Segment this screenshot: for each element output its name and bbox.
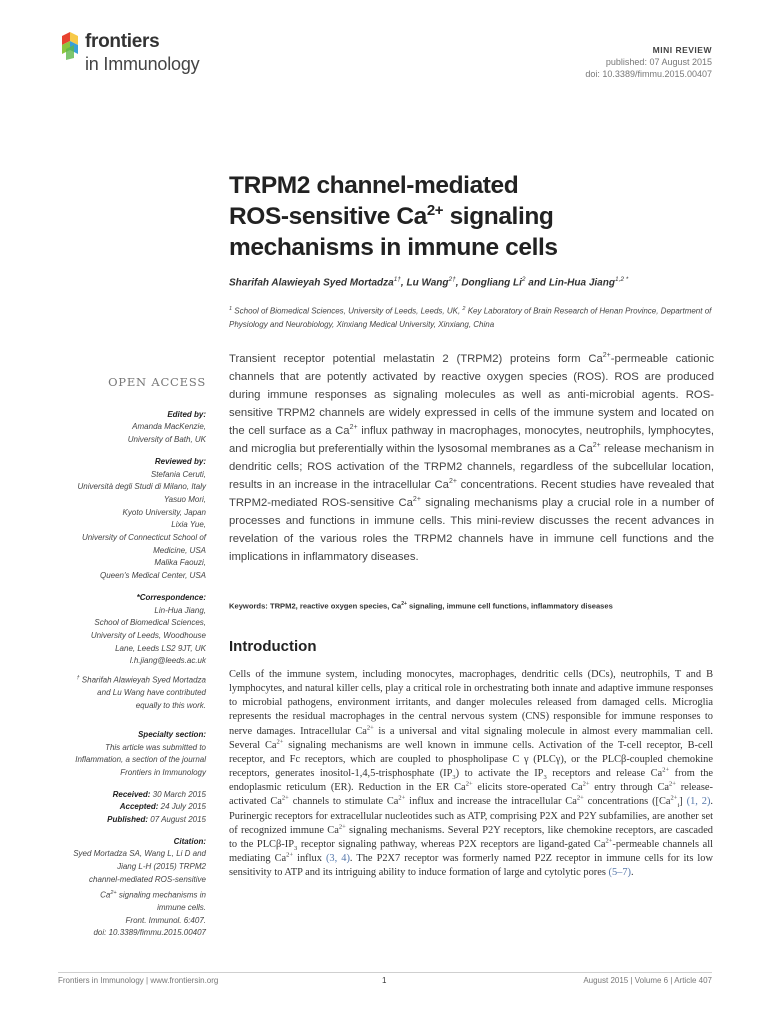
correspondence-line: Lane, Leeds LS2 9JT, UK bbox=[115, 643, 206, 653]
accepted-date bbox=[36, 801, 206, 814]
abstract-text: release mechanism in dendritic cells; ROS activation of the TRPM2 channels, regardless of the subcellular location, results in an increase in the intracellular Ca bbox=[229, 443, 714, 491]
affil-2-number: 2 bbox=[462, 306, 466, 312]
accepted-value: 24 July 2015 bbox=[158, 802, 206, 812]
keywords-label: Keywords: bbox=[229, 601, 270, 611]
body-text: concentrations ([Ca bbox=[583, 796, 671, 808]
body-text: . Purinergic receptors for extracellular nucleotides such as ATP, comprising P2X and P2Y subfamilies, are another set of recognized immune Ca bbox=[229, 796, 714, 836]
ca-superscript: 2+ bbox=[670, 794, 678, 802]
title-line1: TRPM2 channel-mediated bbox=[229, 172, 519, 199]
abstract-text: concentrations. Recent studies have revealed that TRPM2-mediated ROS-sensitive Ca bbox=[229, 479, 714, 509]
title-line2-text: ROS-sensitive Ca bbox=[229, 203, 427, 230]
ca-superscript: 2+ bbox=[281, 794, 289, 802]
body-text: entry through Ca bbox=[589, 782, 670, 794]
ca-superscript: 2+ bbox=[576, 794, 584, 802]
ca-superscript: 2+ bbox=[605, 837, 613, 845]
ca-superscript: 2+ bbox=[448, 478, 457, 486]
body-text: receptors and release Ca bbox=[546, 768, 663, 780]
equal-contribution-note bbox=[36, 672, 206, 687]
published-value: 07 August 2015 bbox=[148, 815, 206, 825]
received-date bbox=[36, 789, 206, 802]
open-access-label: OPEN ACCESS bbox=[108, 375, 206, 389]
ca-superscript: 2+ bbox=[286, 851, 294, 859]
body-text: . bbox=[631, 867, 634, 879]
citation-ca: Ca bbox=[100, 890, 111, 900]
body-text: signaling mechanisms. Several P2Y receptors, like chemokine receptors, are cascaded to the PLCβ-IP bbox=[229, 824, 713, 850]
author-4-affil: 1,2 * bbox=[614, 276, 629, 283]
citation-line bbox=[36, 887, 206, 902]
title-line2-end: signaling bbox=[443, 203, 554, 230]
title-superscript: 2+ bbox=[426, 201, 444, 219]
title-line3: mechanisms in immune cells bbox=[229, 234, 558, 261]
footer-issue-info: August 2015 | Volume 6 | Article 407 bbox=[583, 976, 712, 985]
body-text: elicits store-operated Ca bbox=[472, 782, 583, 794]
citation-link[interactable]: (1, 2) bbox=[686, 796, 711, 808]
subscript: 3 bbox=[293, 844, 298, 852]
ca-superscript: 2+ bbox=[669, 780, 676, 788]
journal-name-line2: in Immunology bbox=[85, 54, 200, 74]
author-1-affil: 1† bbox=[393, 276, 401, 283]
title-line2 bbox=[229, 201, 699, 232]
body-text: release-activated Ca bbox=[229, 782, 713, 808]
affil-2-text: Key Laboratory of Brain Research of Henan Province, Department of Physiology and Neurobiology, Xinxiang Medical University, Xinxiang, China bbox=[229, 306, 712, 329]
citation-rest: signaling mechanisms in bbox=[116, 890, 206, 900]
body-text: influx and increase the intracellular Ca bbox=[405, 796, 577, 808]
ca-superscript: 2+ bbox=[338, 823, 346, 831]
subscript: 3 bbox=[452, 774, 456, 782]
citation-label: Citation: bbox=[173, 836, 206, 846]
edited-by-line: University of Bath, UK bbox=[127, 435, 206, 445]
keywords-text: signaling, immune cell functions, inflammatory diseases bbox=[406, 601, 613, 611]
reviewer-line: Yasuo Mori, bbox=[163, 494, 206, 504]
specialty-line: This article was submitted to bbox=[105, 742, 206, 752]
abstract-text: -permeable cationic channels that are potently activated by reactive oxygen species (ROS). ROS are produced during immune responses as signaling molecules as well as anti-microbial agents. ROS-sensitive TRPM2 channels are widely expressed in cells of the immune system and located on the cell surface as a Ca bbox=[229, 353, 714, 437]
reviewer-line: Medicine, USA bbox=[153, 545, 206, 555]
accepted-label: Accepted: bbox=[119, 802, 159, 812]
published-label: Published: bbox=[107, 815, 149, 825]
dagger-mark: † bbox=[76, 675, 80, 682]
citation-line: channel-mediated ROS-sensitive bbox=[89, 874, 206, 884]
frontiers-logo-icon bbox=[58, 32, 82, 60]
ca-superscript: 2+ bbox=[662, 766, 670, 774]
article-info-sidebar bbox=[36, 376, 206, 940]
footer-divider bbox=[58, 972, 712, 973]
received-value: 30 March 2015 bbox=[150, 789, 206, 799]
correspondence-email[interactable]: l.h.jiang@leeds.ac.uk bbox=[129, 656, 206, 666]
citation-line: Syed Mortadza SA, Wang L, Li D and bbox=[73, 849, 206, 859]
body-text: signaling mechanisms are well known in immune cells. Activation of the T-cell receptor, B-cell receptor, and Fc receptors, which are coupled to phospholipase C γ (PLCγ), or the PLCβ-coupled chemokine receptors, generates inositol-1,4,5-trisphosphate (IP bbox=[229, 739, 713, 780]
citation-line: Front. Immunol. 6:407. bbox=[125, 915, 206, 925]
author-3[interactable]: Dongliang Li bbox=[461, 277, 522, 289]
reviewer-line: Università degli Studi di Milano, Italy bbox=[77, 482, 206, 492]
body-text: ) to activate the IP bbox=[455, 768, 544, 780]
ca-superscript: 2+ bbox=[592, 442, 601, 450]
published-date: published: 07 August 2015 bbox=[605, 57, 712, 67]
correspondence-line: University of Leeds, Woodhouse bbox=[90, 630, 206, 640]
body-text: receptor signaling pathway, whereas P2X receptors are ligand-gated Ca bbox=[297, 838, 606, 850]
introduction-paragraph bbox=[229, 668, 713, 880]
edited-by-line: Amanda MacKenzie, bbox=[132, 422, 206, 432]
citation-link[interactable]: (3, 4) bbox=[325, 853, 350, 865]
body-text: ] bbox=[679, 796, 687, 808]
body-text: . The P2X7 receptor was formerly named P2Z receptor in immune cells for its low sensitivity to ATP and its intriguing ability to induce formation of large and cytolytic pores bbox=[229, 853, 713, 879]
body-text: influx bbox=[293, 853, 326, 865]
body-text: -permeable channels all mediating Ca bbox=[229, 838, 713, 865]
article-type: MINI REVIEW bbox=[652, 45, 712, 55]
affil-1-text: School of Biomedical Sciences, University of Leeds, Leeds, UK, bbox=[232, 306, 463, 316]
subscript: i bbox=[677, 802, 680, 810]
note-line: equally to this work. bbox=[135, 701, 206, 711]
note-line: and Lu Wang have contributed bbox=[97, 688, 206, 698]
correspondence-label: *Correspondence: bbox=[136, 592, 206, 602]
author-4[interactable]: Lin-Hua Jiang bbox=[548, 277, 615, 289]
abstract-text: signaling mechanisms play a crucial role in a number of processes and functions in immune cells. This mini-review discusses the recent advances in revelation of the various roles the TRPM2 channels have in immune cell functions and the implications in inflammatory diseases. bbox=[229, 497, 714, 563]
citation-line: immune cells. bbox=[157, 902, 206, 912]
citation-sup: 2+ bbox=[110, 889, 117, 896]
body-text: channels to stimulate Ca bbox=[288, 796, 399, 808]
affiliations bbox=[229, 303, 719, 331]
article-header bbox=[585, 44, 712, 80]
subscript: 3 bbox=[543, 774, 547, 782]
article-title bbox=[229, 170, 699, 263]
journal-logo bbox=[58, 30, 218, 80]
ca-superscript: 2+ bbox=[412, 496, 421, 504]
citation-doi[interactable]: doi: 10.3389/fimmu.2015.00407 bbox=[93, 928, 206, 938]
citation-line: Jiang L-H (2015) TRPM2 bbox=[117, 862, 206, 872]
doi[interactable]: doi: 10.3389/fimmu.2015.00407 bbox=[585, 69, 712, 79]
specialty-line: Frontiers in Immunology bbox=[120, 767, 206, 777]
body-text: from the endoplasmic reticulum (ER). Reduction in the ER Ca bbox=[229, 768, 714, 794]
body-text: is a universal and vital signaling molecule in almost every mammalian cell. Several Ca bbox=[229, 725, 713, 751]
body-text: Cells of the immune system, including monocytes, macrophages, dendritic cells (DCs), neutrophils, T and B lymphocytes, and natural killer cells, play a critical role in orchestrating both innate and adaptive immune responses to microbial pathogens, environment irritants, and danger molecules released from damaged cells. Microglia represents the residual macrophages in the central nervous system (CNS) responsible for immune responses to nerve damages. Intracellular Ca bbox=[229, 669, 713, 737]
reviewer-line: Kyoto University, Japan bbox=[122, 507, 206, 517]
journal-name-line1: frontiers bbox=[85, 31, 160, 52]
author-3-affil: 2 bbox=[521, 276, 526, 283]
correspondence-line: Lin-Hua Jiang, bbox=[154, 605, 206, 615]
correspondence-line: School of Biomedical Sciences, bbox=[94, 618, 206, 628]
ca-superscript: 2+ bbox=[401, 601, 407, 607]
published-date-sidebar bbox=[36, 814, 206, 827]
reviewed-by-label: Reviewed by: bbox=[154, 456, 206, 466]
author-and: and bbox=[525, 277, 549, 289]
author-2-affil: 2† bbox=[448, 276, 456, 283]
footer-journal-link[interactable]: Frontiers in Immunology | www.frontiersin.org bbox=[58, 976, 219, 985]
reviewer-line: Malika Faouzi, bbox=[154, 558, 206, 568]
specialty-line: Inflammation, a section of the journal bbox=[75, 755, 206, 765]
ca-superscript: 2+ bbox=[465, 780, 473, 788]
specialty-label: Specialty section: bbox=[137, 729, 206, 739]
reviewer-line: University of Connecticut School of bbox=[81, 533, 206, 543]
author-list bbox=[229, 276, 729, 288]
citation-link[interactable]: (5–7) bbox=[608, 867, 632, 879]
abstract-text: Transient receptor potential melastatin 2 (TRPM2) proteins form Ca bbox=[229, 353, 603, 365]
ca-superscript: 2+ bbox=[349, 424, 358, 432]
reviewer-line: Stefania Ceruti, bbox=[150, 469, 206, 479]
keywords bbox=[229, 601, 719, 611]
ca-superscript: 2+ bbox=[582, 780, 590, 788]
reviewer-line: Lixia Yue, bbox=[171, 520, 206, 530]
ca-superscript: 2+ bbox=[398, 794, 406, 802]
keywords-text: TRPM2, reactive oxygen species, Ca bbox=[269, 601, 402, 611]
author-1[interactable]: Sharifah Alawieyah Syed Mortadza bbox=[229, 277, 394, 289]
ca-superscript: 2+ bbox=[366, 724, 374, 732]
author-2[interactable]: Lu Wang bbox=[406, 277, 449, 289]
edited-by-label: Edited by: bbox=[167, 409, 206, 419]
page-number: 1 bbox=[382, 976, 387, 985]
reviewer-line: Queen's Medical Center, USA bbox=[99, 571, 206, 581]
author-sep: , bbox=[400, 277, 407, 289]
abstract bbox=[229, 350, 714, 566]
ca-superscript: 2+ bbox=[276, 738, 284, 746]
abstract-text: influx pathway in macrophages, monocytes, neutrophils, lymphocytes, and microglia but preferentially within the lysosomal membranes as a Ca bbox=[229, 425, 714, 455]
note-line: Sharifah Alawieyah Syed Mortadza bbox=[79, 675, 206, 685]
author-sep: , bbox=[455, 277, 462, 289]
affil-1-number: 1 bbox=[229, 306, 233, 312]
section-heading-introduction: Introduction bbox=[229, 638, 317, 655]
received-label: Received: bbox=[112, 789, 151, 799]
ca-superscript: 2+ bbox=[602, 352, 611, 360]
